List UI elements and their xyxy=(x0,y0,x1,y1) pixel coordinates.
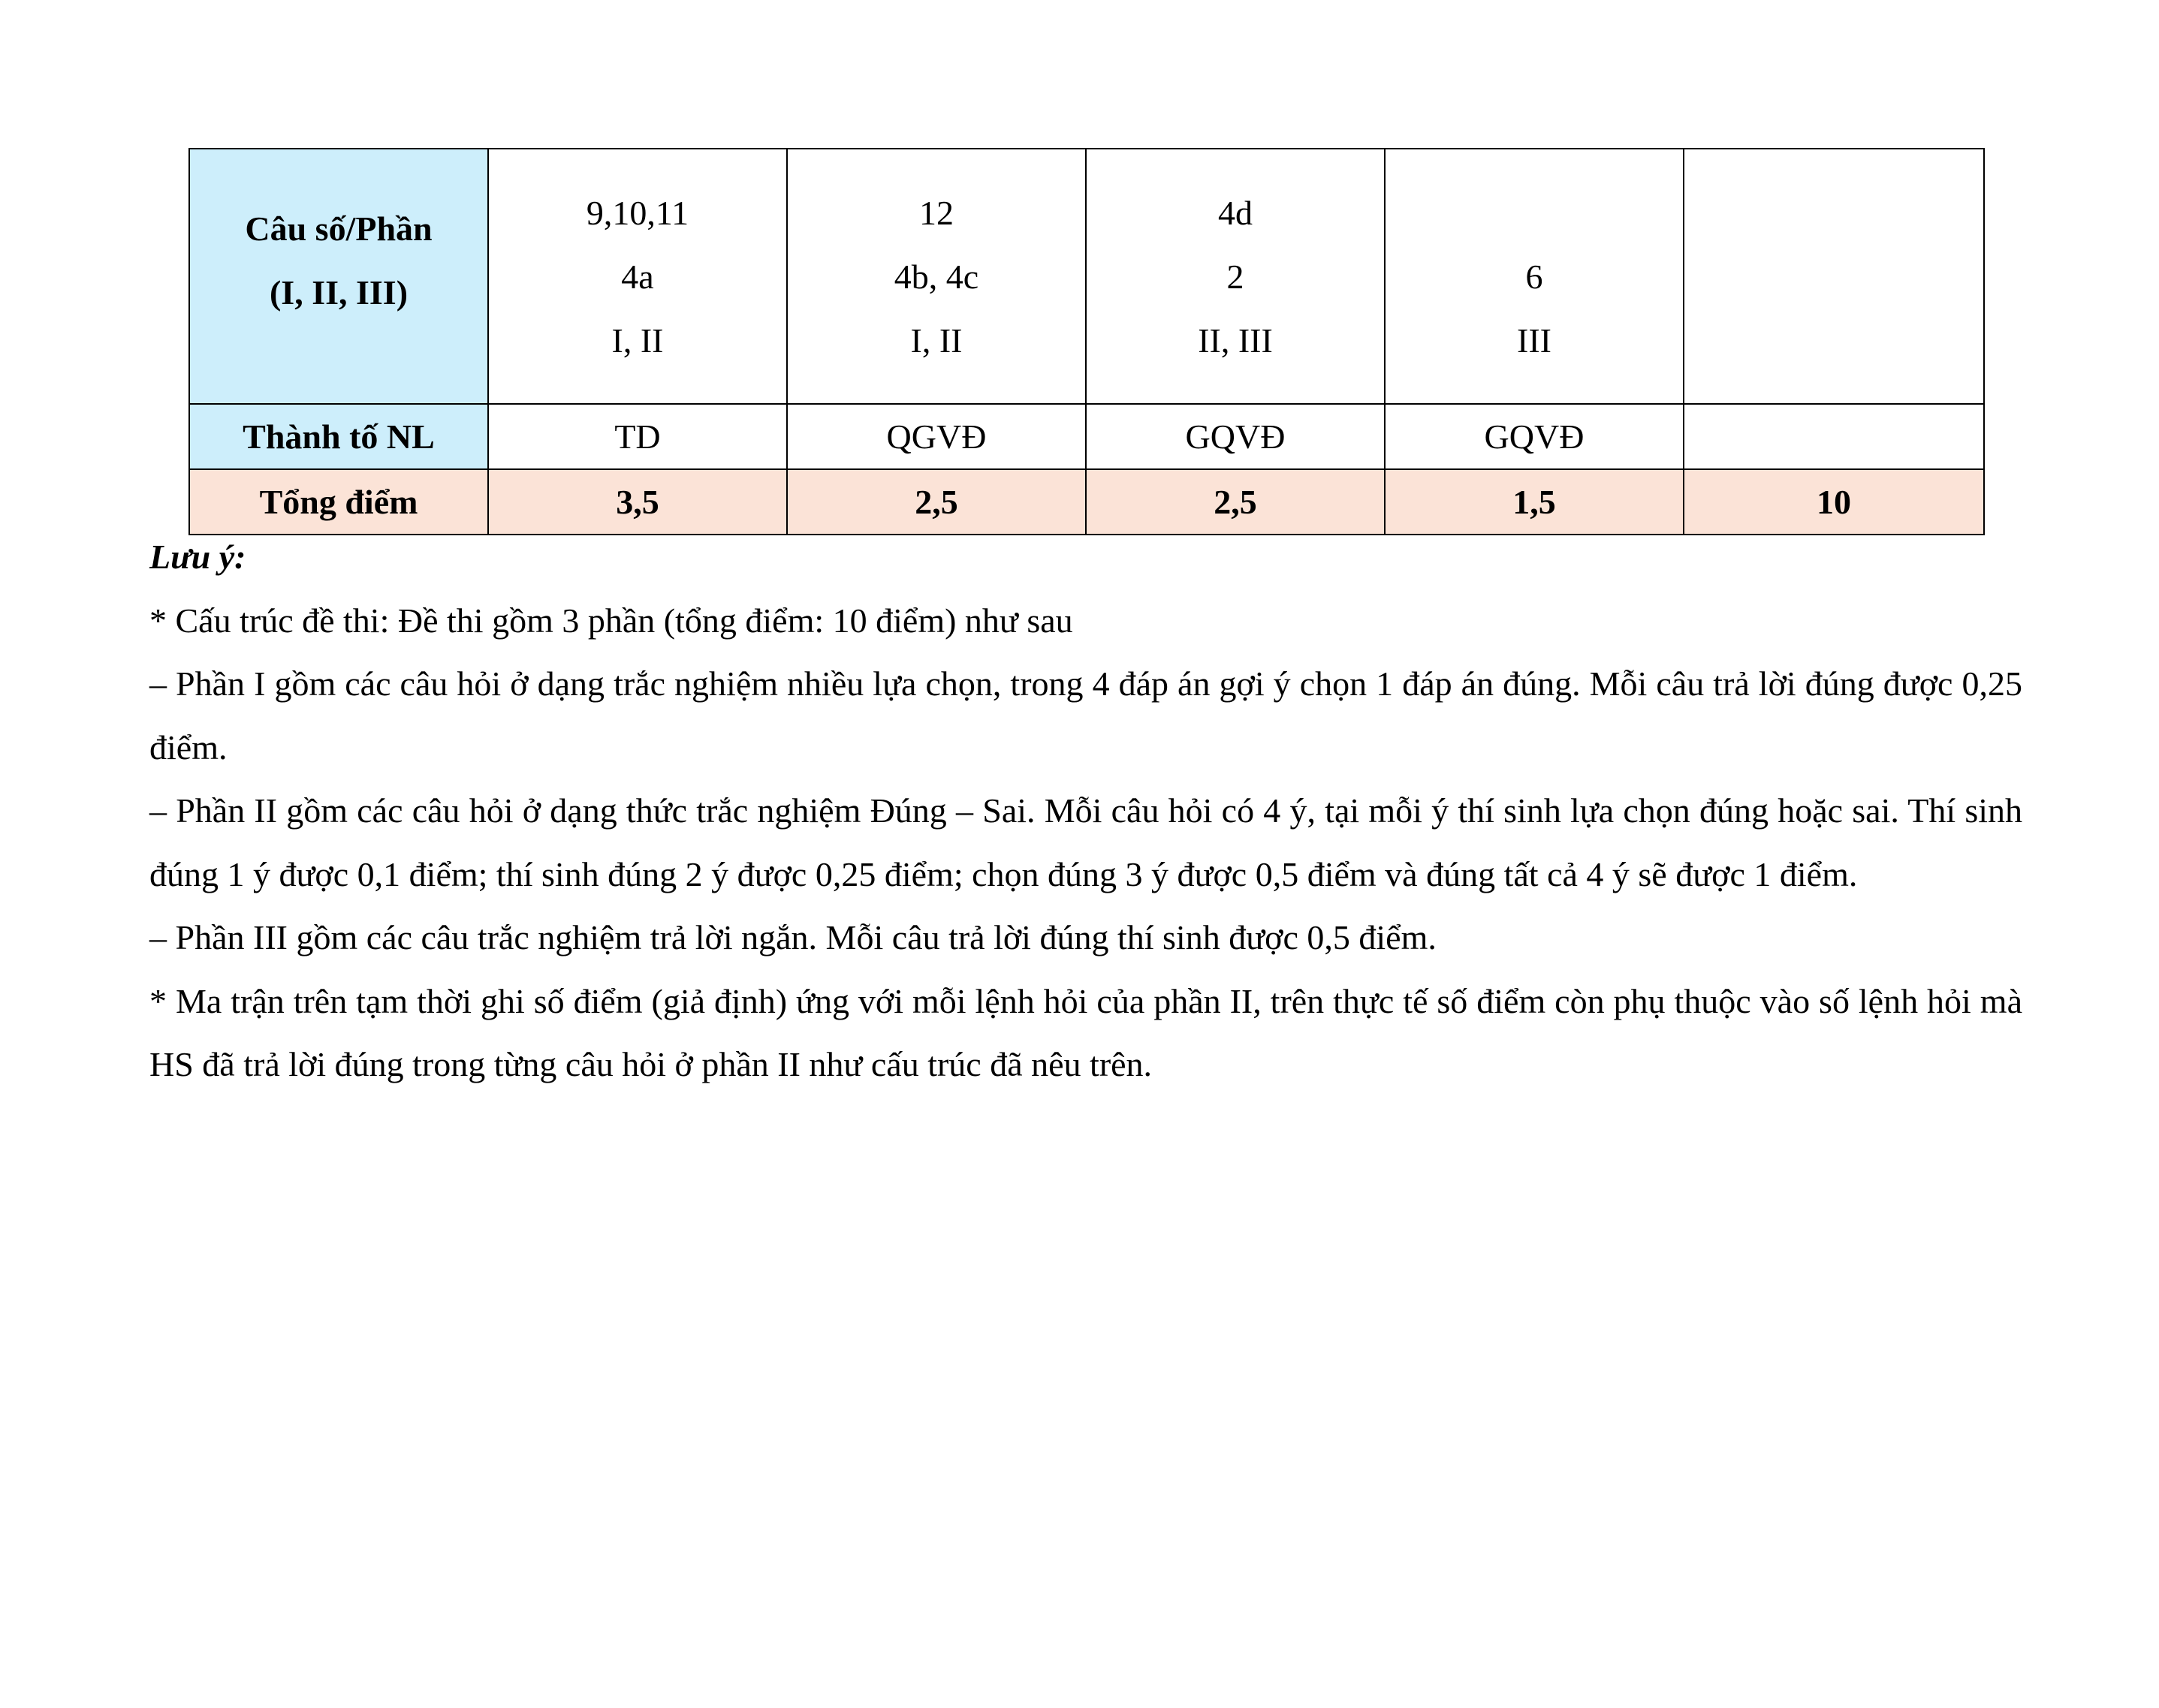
table-cell: QGVĐ xyxy=(787,404,1086,469)
row-header-competency: Thành tố NL xyxy=(189,404,488,469)
cell-line xyxy=(1684,309,1983,372)
table-cell: 2,5 xyxy=(787,469,1086,535)
row-header-line: Câu số/Phần xyxy=(245,209,433,248)
table-cell xyxy=(1684,149,1984,404)
cell-line: 4b, 4c xyxy=(894,258,979,296)
table-cell: 1,5 xyxy=(1385,469,1684,535)
cell-line: 12 xyxy=(919,194,954,232)
note-paragraph: * Cấu trúc đề thi: Đề thi gồm 3 phần (tổng điểm: 10 điểm) như sau xyxy=(149,601,1073,640)
notes-title: Lưu ý: xyxy=(149,538,246,576)
note-paragraph: – Phần II gồm các câu hỏi ở dạng thức trắc nghiệm Đúng – Sai. Mỗi câu hỏi có 4 ý, tại mỗi ý thí sinh lựa chọn đúng hoặc sai. Thí sinh đúng 1 ý được 0,1 điểm; thí sinh đúng 2 ý được 0,25 điểm; chọn đúng 3 ý được 0,5 điểm và đúng tất cả 4 ý sẽ được 1 điểm. xyxy=(149,791,2022,893)
table-cell xyxy=(787,149,1086,404)
cell-line: 9,10,11 xyxy=(586,194,689,232)
cell-line xyxy=(1684,245,1983,309)
cell-line: 6 xyxy=(1525,258,1543,296)
row-header-line: (I, II, III) xyxy=(269,273,409,312)
cell-line xyxy=(1386,181,1683,245)
table-cell: 2,5 xyxy=(1086,469,1385,535)
score-matrix-table xyxy=(188,148,1985,535)
cell-line: 4a xyxy=(621,258,654,296)
notes-section xyxy=(149,526,2022,1097)
cell-line: 4d xyxy=(1218,194,1253,232)
table-cell xyxy=(1086,149,1385,404)
table-cell: 3,5 xyxy=(488,469,787,535)
table-cell: GQVĐ xyxy=(1086,404,1385,469)
table-row-question-numbers xyxy=(189,149,1984,404)
cell-line: II, III xyxy=(1198,321,1273,360)
table-cell xyxy=(488,149,787,404)
table-row-competency xyxy=(189,404,1984,469)
table-cell: GQVĐ xyxy=(1385,404,1684,469)
note-paragraph: – Phần I gồm các câu hỏi ở dạng trắc nghiệm nhiều lựa chọn, trong 4 đáp án gợi ý chọn 1 đáp án đúng. Mỗi câu trả lời đúng được 0,25 điểm. xyxy=(149,664,2022,767)
note-paragraph: – Phần III gồm các câu trắc nghiệm trả lời ngắn. Mỗi câu trả lời đúng thí sinh được 0,5 điểm. xyxy=(149,918,1437,956)
note-paragraph: * Ma trận trên tạm thời ghi số điểm (giả định) ứng với mỗi lệnh hỏi của phần II, trên thực tế số điểm còn phụ thuộc vào số lệnh hỏi mà HS đã trả lời đúng trong từng câu hỏi ở phần II như cấu trúc đã nêu trên. xyxy=(149,981,2022,1083)
cell-line xyxy=(1684,181,1983,245)
table-cell: TD xyxy=(488,404,787,469)
cell-line: 2 xyxy=(1226,258,1244,296)
row-header-question-part xyxy=(189,149,488,404)
row-header-total-score: Tổng điểm xyxy=(189,469,488,535)
table-row-total-score xyxy=(189,469,1984,535)
cell-line: I, II xyxy=(611,321,664,360)
cell-line: I, II xyxy=(910,321,963,360)
cell-line: III xyxy=(1517,321,1551,360)
table-cell xyxy=(1684,404,1984,469)
table-cell xyxy=(1385,149,1684,404)
table-cell: 10 xyxy=(1684,469,1984,535)
